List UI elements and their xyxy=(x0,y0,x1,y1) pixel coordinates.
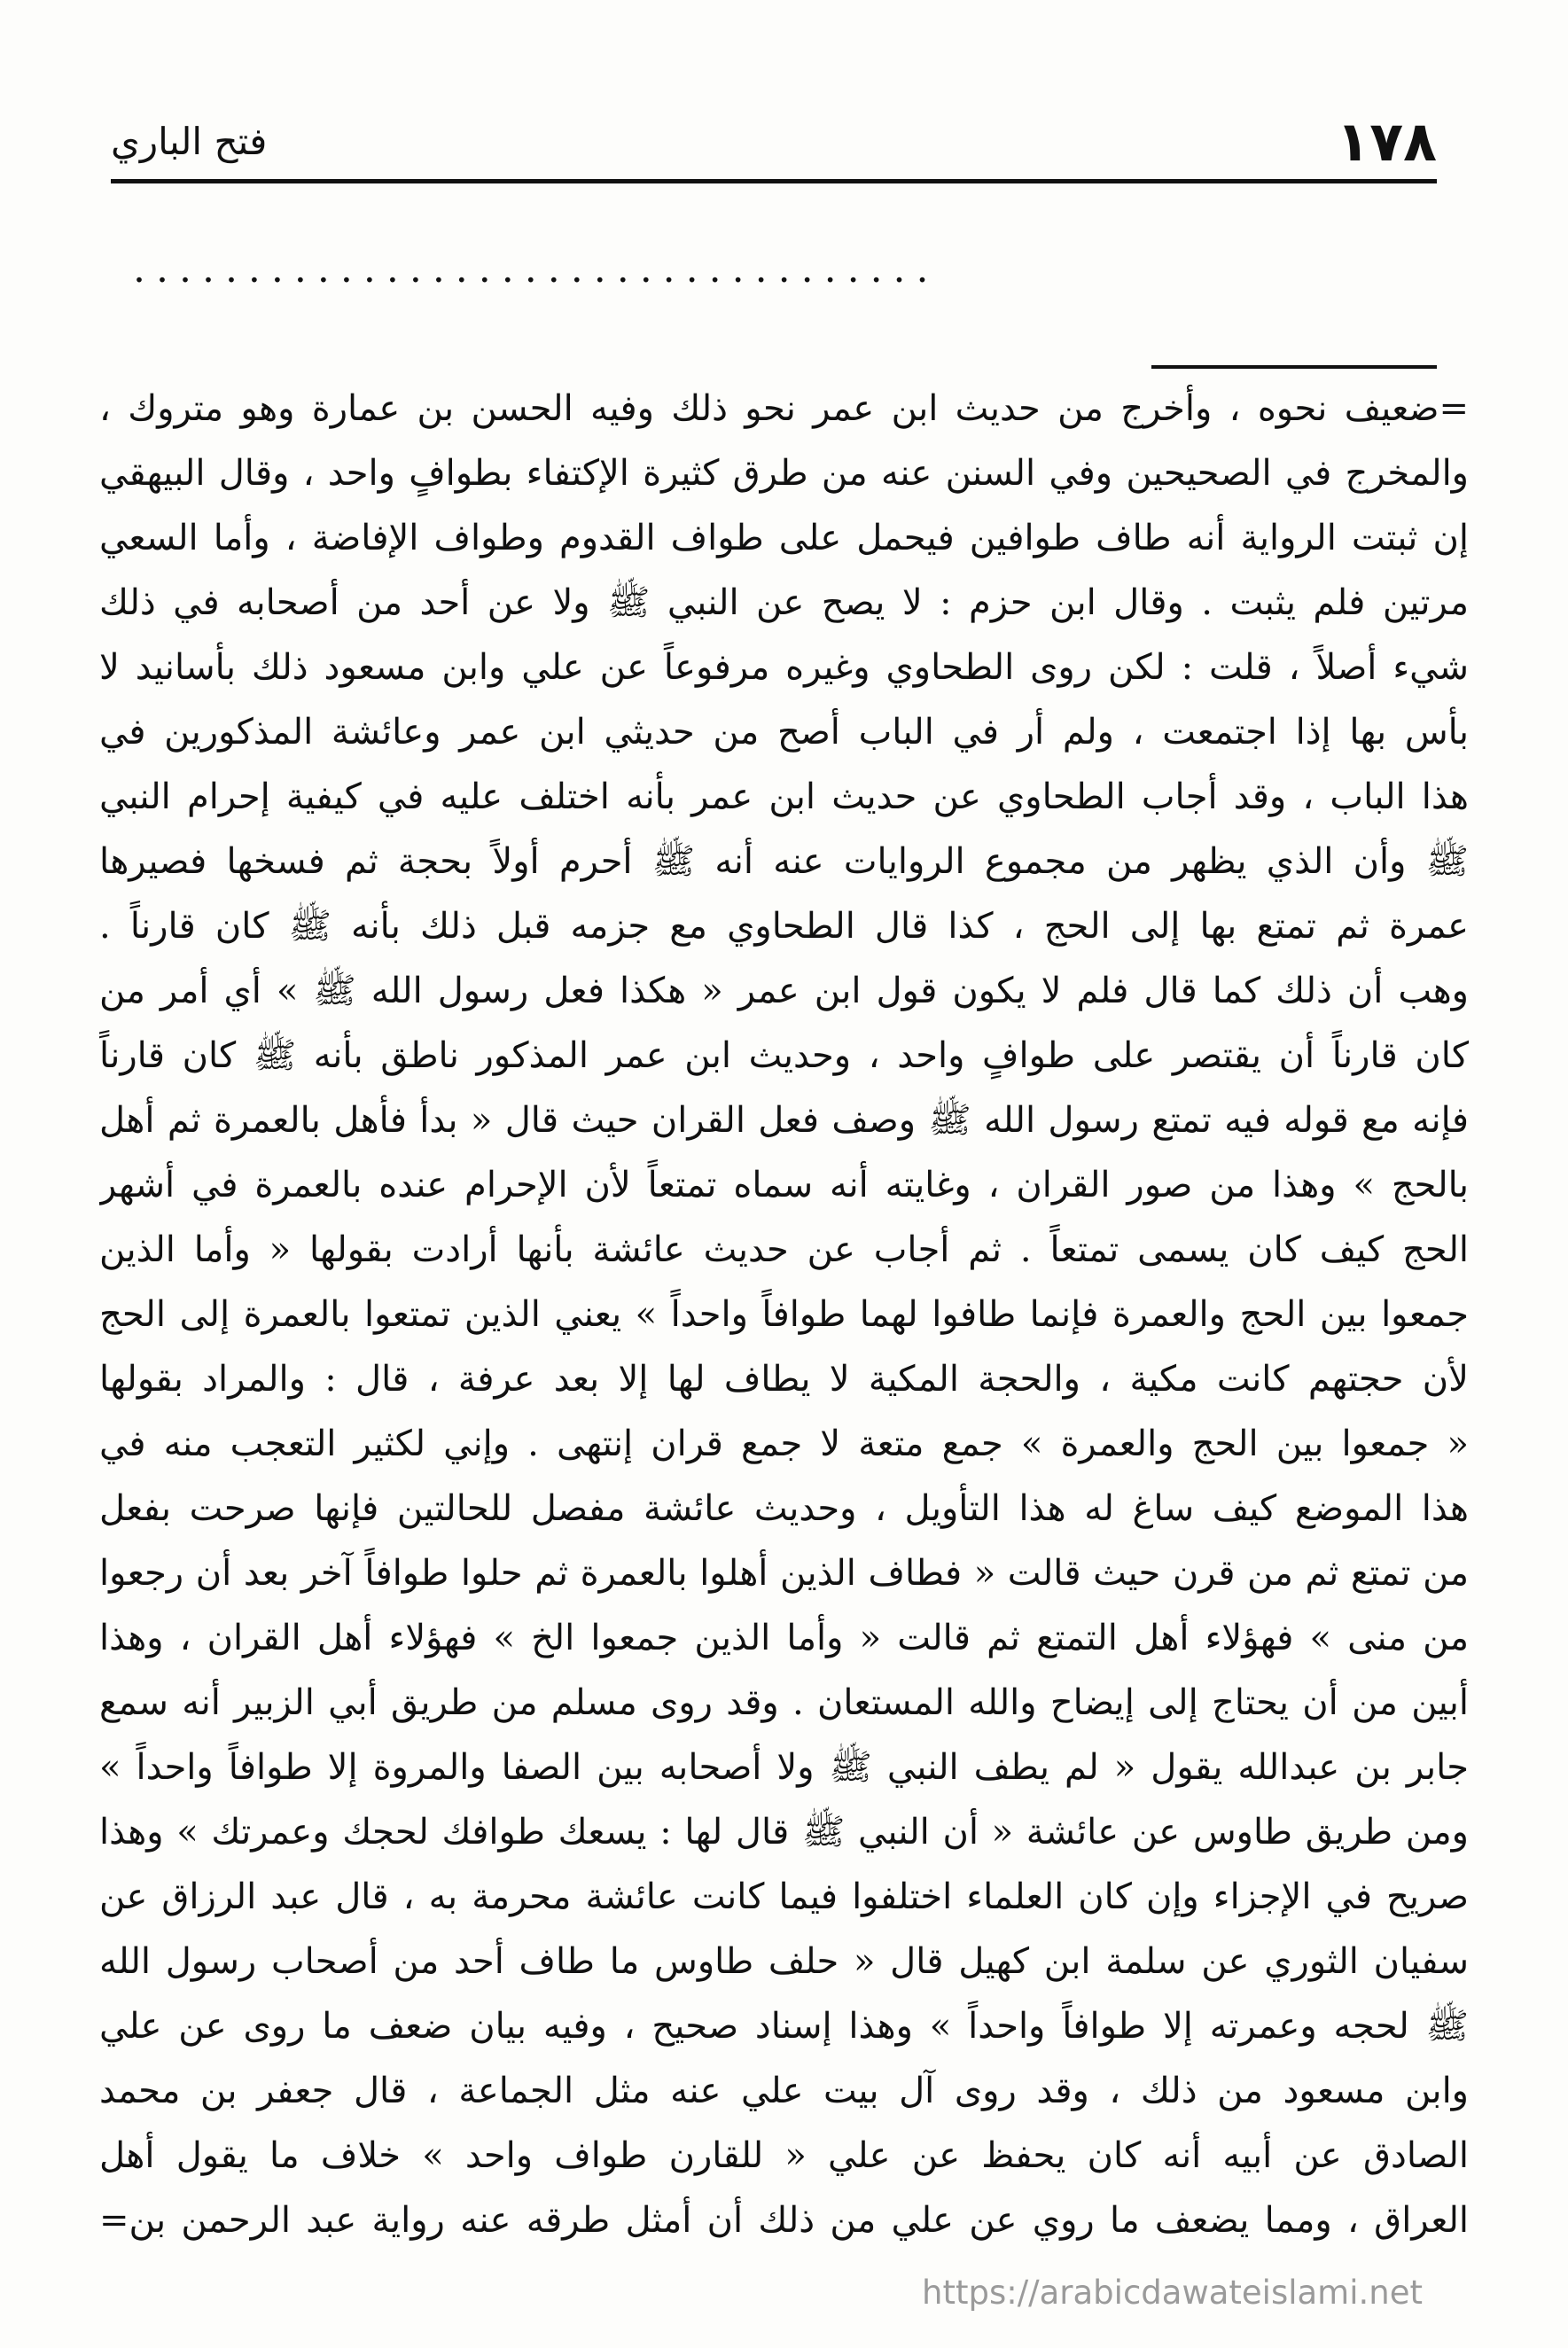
text-line: عمرة ثم تمتع بها إلى الحج ، كذا قال الطحاوي مع جزمه قبل ذلك بأنه ﷺ كان قارناً . xyxy=(99,906,1469,947)
page-header xyxy=(111,102,1437,182)
text-line: مرتين فلم يثبت . وقال ابن حزم : لا يصح عن النبي ﷺ ولا عن أحد من أصحابه في ذلك xyxy=(99,582,1469,623)
page-number: ١٧٨ xyxy=(1336,109,1437,174)
text-line: أبين من أن يحتاج إلى إيضاح والله المستعان . وقد روى مسلم من طريق أبي الزبير أنه سمع xyxy=(99,1682,1469,1723)
text-line: جابر بن عبدالله يقول « لم يطف النبي ﷺ ولا أصحابه بين الصفا والمروة إلا طوافاً واحداً » xyxy=(99,1747,1469,1788)
book-title: فتح الباري xyxy=(111,120,268,163)
footnote-rule xyxy=(1151,365,1437,369)
text-line: من منى » فهؤلاء أهل التمتع ثم قالت « وأما الذين جمعوا الخ » فهؤلاء أهل القران ، وهذا xyxy=(99,1618,1469,1658)
text-line: سفيان الثوري عن سلمة ابن كهيل قال « حلف طاوس ما طاف أحد من أصحاب رسول الله xyxy=(99,1941,1469,1982)
text-line: ﷺ وأن الذي يظهر من مجموع الروايات عنه أنه ﷺ أحرم أولاً بحجة ثم فسخها فصيرها xyxy=(99,841,1469,882)
text-line: كان قارناً أن يقتصر على طوافٍ واحد ، وحديث ابن عمر المذكور ناطق بأنه ﷺ كان قارناً xyxy=(99,1035,1469,1076)
text-line: إن ثبتت الرواية أنه طاف طوافين فيحمل على طواف القدوم وطواف الإفاضة ، وأما السعي xyxy=(99,518,1469,558)
separator-dots: ................................... xyxy=(133,250,940,289)
text-line: العراق ، ومما يضعف ما روي عن علي من ذلك أن أمثل طرقه عنه رواية عبد الرحمن بن= xyxy=(99,2200,1469,2241)
header-rule xyxy=(111,179,1437,183)
text-line: جمعوا بين الحج والعمرة فإنما طافوا لهما طوافاً واحداً » يعني الذين تمتعوا بالعمرة إلى الحج xyxy=(99,1294,1469,1335)
text-line: بأس بها إذا اجتمعت ، ولم أر في الباب أصح من حديثي ابن عمر وعائشة المذكورين في xyxy=(99,712,1469,753)
footnote-text xyxy=(99,377,1469,2253)
text-line: الصادق عن أبيه أنه كان يحفظ عن علي « للقارن طواف واحد » خلاف ما يقول أهل xyxy=(99,2135,1469,2176)
text-line: ﷺ لحجه وعمرته إلا طوافاً واحداً » وهذا إسناد صحيح ، وفيه بيان ضعف ما روى عن علي xyxy=(99,2006,1469,2047)
text-line: =ضعيف نحوه ، وأخرج من حديث ابن عمر نحو ذلك وفيه الحسن بن عمارة وهو متروك ، xyxy=(99,388,1469,429)
text-line: صريح في الإجزاء وإن كان العلماء اختلفوا فيما كانت عائشة محرمة به ، قال عبد الرزاق عن xyxy=(99,1876,1469,1917)
text-line: والمخرج في الصحيحين وفي السنن عنه من طرق كثيرة الإكتفاء بطوافٍ واحد ، وقال البيهقي xyxy=(99,453,1469,494)
watermark-url: https://arabicdawateislami.net xyxy=(922,2274,1423,2312)
text-line: ومن طريق طاوس عن عائشة « أن النبي ﷺ قال لها : يسعك طوافك لحجك وعمرتك » وهذا xyxy=(99,1812,1469,1853)
text-line: بالحج » وهذا من صور القران ، وغايته أنه سماه تمتعاً لأن الإحرام عنده بالعمرة في أشهر xyxy=(99,1165,1469,1205)
text-line: الحج كيف كان يسمى تمتعاً . ثم أجاب عن حديث عائشة بأنها أرادت بقولها « وأما الذين xyxy=(99,1229,1469,1270)
text-line: شيء أصلاً ، قلت : لكن روى الطحاوي وغيره مرفوعاً عن علي وابن مسعود ذلك بأسانيد لا xyxy=(99,647,1469,688)
text-line: لأن حجتهم كانت مكية ، والحجة المكية لا يطاف لها إلا بعد عرفة ، قال : والمراد بقولها xyxy=(99,1359,1469,1400)
text-line: « جمعوا بين الحج والعمرة » جمع متعة لا جمع قران إنتهى . وإني لكثير التعجب منه في xyxy=(99,1424,1469,1464)
text-line: وابن مسعود من ذلك ، وقد روى آل بيت علي عنه مثل الجماعة ، قال جعفر بن محمد xyxy=(99,2071,1469,2111)
text-line: هذا الموضع كيف ساغ له هذا التأويل ، وحديث عائشة مفصل للحالتين فإنها صرحت بفعل xyxy=(99,1488,1469,1529)
text-line: هذا الباب ، وقد أجاب الطحاوي عن حديث ابن عمر بأنه اختلف عليه في كيفية إحرام النبي xyxy=(99,776,1469,817)
text-line: فإنه مع قوله فيه تمتع رسول الله ﷺ وصف فعل القران حيث قال « بدأ فأهل بالعمرة ثم أهل xyxy=(99,1100,1469,1141)
text-line: من تمتع ثم من قرن حيث قالت « فطاف الذين أهلوا بالعمرة ثم حلوا طوافاً آخر بعد أن رجعوا xyxy=(99,1553,1469,1594)
text-line: وهب أن ذلك كما قال فلم لا يكون قول ابن عمر « هكذا فعل رسول الله ﷺ » أي أمر من xyxy=(99,971,1469,1011)
